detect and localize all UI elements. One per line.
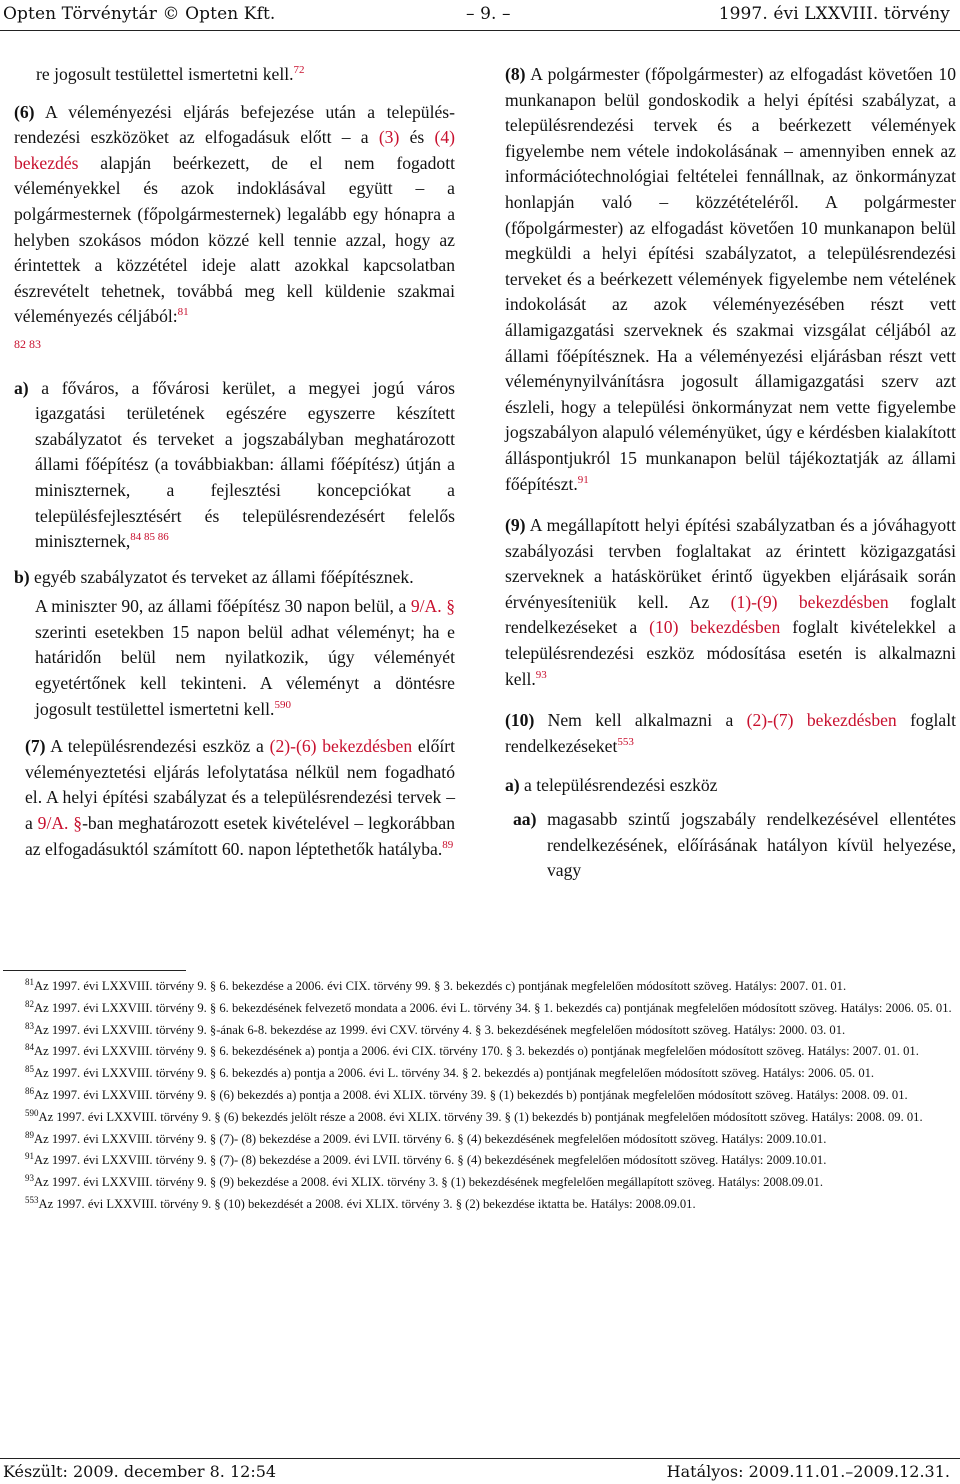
footnote-divider [3, 970, 186, 971]
cross-reference-link[interactable]: (1)-(9) bekezdésben [730, 591, 889, 612]
paragraph-label: (6) [14, 101, 35, 122]
cross-reference-link[interactable]: 9/A. § [37, 813, 83, 834]
footer-validity: Hatályos: 2009.11.01.–2009.12.31. [666, 1462, 950, 1481]
header-page-number: – 9. – [466, 4, 511, 24]
cross-reference-link[interactable]: 9/A. § [410, 596, 456, 617]
paragraph-6: (6) A véleményezési eljárás befejezése után a településrendezési eszközöket az elfogadásuk előtt – a (3) és (4) bekezdés alapján beérkezett, de el nem fogadott véleményekkel és azok indoklásával együtt – a polgármesternek (főpolgármesternek) legalább egy hónapra a helyben szokásos módon közzé kell tennie azzal, hogy az érintettek a közzététel ideje alatt azokkal kapcsolatban észrevételt tehetnek, továbbá meg kell küldenie szakmai véleményezés céljából:$^{81}$ 82 83 [14, 101, 455, 351]
left-column [14, 62, 455, 874]
right-column [505, 62, 956, 894]
paragraph-8: (8) A polgármester (főpolgármester) az elfogadást követően 10 munkanapon belül gondoskodik a helyi építési szabályzat, a településrendezési tervek és a beérkezett vélemények figyelembe nem vétele indokolásának – amennyiben ennek az információtechnológiai feltételei fennállnak, az önkormányzat honlapján való – közzétételéről. A polgármester (főpolgármester) az elfogadást követően 10 munkanapon belül megküldi a helyi építési szabályzatot, a településrendezési terveket és a beérkezett vélemények figyelembe nem vételének indokolását az azok véleményezésében részt vett államigazgatási szerveknek és szakmai vizsgálat céljából az állami főépítésznek. Ha a véleményezési eljárásban részt vett véleménynyilvánításra jogosult államigazgatási szerv azt észleli, hogy a települési önkormányzat nem vette figyelembe jogszabályon alapuló véleményüket, úgy e kérdésben kialakított álláspontjukról 15 munkanapon belül tájékoztatják az állami főépítészt.$^{91}$ [505, 64, 956, 494]
footnote: $^{553}$Az 1997. évi LXXVIII. törvény 9. § (10) bekezdését a 2008. évi XLIX. törvény 3. § (2) bekezdése iktatta be. Hatálys: 2008.09.01. [25, 1194, 696, 1211]
footnote-ref[interactable]: 72 [293, 64, 305, 76]
footnote: $^{590}$Az 1997. évi LXXVIII. törvény 9. § (6) bekezdés jelölt része a 2008. évi XLIX. törvény 39. § (1) bekezdés b) pontjának megfelelően módosított szöveg. Hatálys: 2008. 09. 01. [25, 1107, 923, 1124]
footnote-ref[interactable]: 590 [274, 698, 291, 711]
point-label: aa) [513, 809, 537, 830]
footnote-ref[interactable]: 91 [577, 473, 589, 486]
footnote-ref[interactable]: 89 [442, 838, 454, 851]
footnote-ref[interactable]: 553 [617, 735, 634, 748]
paragraph-label: (8) [505, 64, 526, 84]
footnotes [3, 976, 956, 1216]
footnote-ref[interactable]: 81 [177, 306, 189, 319]
point-aa: aa) magasabb szintű jogszabály rendelkezésével ellentétes rendelkezésének, előírásának hatályon kívül helyezése, vagy [513, 809, 956, 881]
page-header [0, 4, 960, 30]
point-label: a) [505, 775, 520, 796]
footnote-ref[interactable]: 93 [535, 668, 547, 681]
point-b: b) egyéb szabályzatot és terveket az állami főépítésznek. [14, 566, 414, 587]
footnote: $^{84}$Az 1997. évi LXXVIII. törvény 9. § 6. bekezdésének a) pontja a 2006. évi CIX. törvény 170. § 3. bekezdés o) pontjának megfelelően módosított szöveg. Hatálys: 2007. 01. 01. [25, 1042, 919, 1059]
footnote-refs[interactable]: 82 83 [14, 336, 41, 351]
header-law-title: 1997. évi LXXVIII. törvény [718, 4, 950, 24]
footnote: $^{86}$Az 1997. évi LXXVIII. törvény 9. § (6) bekezdés a) pontja a 2008. évi XLIX. törvény 39. § (1) bekezdés b) pontjának megfelelően módosított szöveg. Hatálys: 2008. 09. 01. [25, 1085, 908, 1102]
cross-reference-link[interactable]: (2)-(6) bekezdésben [269, 736, 413, 757]
point-b-continuation: A miniszter 90, az állami főépítész 30 napon belül, a 9/A. § szerinti esetekben 15 napon belül adhat véleményt; ha e határidőn belül nem nyilatkozik, úgy véleményét egyetértőnek kell tekinteni. A véleményt a döntésre jogosult testülettel ismertetni kell.$^{590}$ [35, 596, 456, 719]
footnote: $^{93}$Az 1997. évi LXXVIII. törvény 9. § (9) bekezdése a 2008. évi XLIX. törvény 3. § (1) bekezdésének megfelelően megállapított szöveg. Hatálys: 2008.09.01. [25, 1173, 823, 1190]
paragraph-continuation: re jogosult testülettel ismertetni kell.$^{72}$ [36, 64, 305, 84]
header-source: Opten Törvénytár © Opten Kft. [3, 4, 276, 24]
point-a: a) a főváros, a fővárosi kerület, a megyei jogú város igazgatási területének egészére egyszerre készített szabályzatot és terveket a jogszabályban meghatározott állami főépítész (a továbbiakban: állami főépítész) útján a miniszternek, a fejlesztési koncepciókat a településfejlesztésért és településrendezésért felelős miniszternek,$^{84 85 86}$ [14, 377, 455, 552]
cross-reference-link[interactable]: (10) bekezdésben [649, 617, 781, 638]
footer-created: Készült: 2009. december 8. 12:54 [3, 1462, 277, 1481]
footnote: $^{83}$Az 1997. évi LXXVIII. törvény 9. §-ának 6-8. bekezdése az 1999. évi CXV. törvény 4. § 3. bekezdésének megfelelően módosított szöveg. Hatálys: 2000. 03. 01. [25, 1020, 846, 1037]
footnote: $^{81}$Az 1997. évi LXXVIII. törvény 9. § 6. bekezdése a 2006. évi CIX. törvény 99. § 3. bekezdés c) pontjának megfelelően módosított szöveg. Hatálys: 2007. 01. 01. [25, 977, 847, 993]
footnote-refs[interactable]: 84 85 86 [130, 531, 169, 544]
paragraph-label: (9) [505, 515, 526, 536]
cross-reference-link[interactable]: (2)-(7) bekezdésben [746, 710, 897, 731]
header-divider [0, 30, 960, 31]
paragraph-7: (7) A településrendezési eszköz a (2)-(6) bekezdésben előírt véleményeztetési eljárás lefolytatása nélkül nem fogadható el. A helyi építési szabályzat és a településrendezési tervek – a 9/A. §-ban meghatározott esetek kivételével – legkorábban az elfogadásuktól számított 60. napon léptethetők hatályba.$^{89}$ [25, 736, 456, 859]
footnote: $^{85}$Az 1997. évi LXXVIII. törvény 9. § 6. bekezdés a) pontja a 2006. évi L. törvény 34. § 2. bekezdés a) pontjának megfelelően módosított szöveg. Hatálys: 2006. 05. 01. [25, 1064, 875, 1081]
paragraph-label: (10) [505, 710, 535, 731]
point-label: b) [14, 566, 30, 587]
paragraph-label: (7) [25, 736, 46, 757]
paragraph-9: (9) A megállapított helyi építési szabályzatban és a jóváhagyott szabályozási tervben foglaltakat az érintett közigazgatási szerveknek a hatáskörüket érintő ügyekben eljárásaik során érvényesíteniük kell. Az (1)-(9) bekezdésben foglalt rendelkezéseket a (10) bekezdésben foglalt kivételekkel a településrendezési eszköz módosítása esetén is alkalmazni kell.$^{93}$ [505, 515, 956, 689]
cross-reference-link[interactable]: (4) bekezdés [14, 127, 455, 173]
footnote: $^{91}$Az 1997. évi LXXVIII. törvény 9. § (7)- (8) bekezdése a 2009. évi LVII. törvény 6. § (4) bekezdésének megfelelően módosított szöveg. Hatálys: 2009.10.01. [25, 1151, 827, 1168]
point-label: a) [14, 377, 29, 398]
paragraph-10: (10) Nem kell alkalmazni a (2)-(7) bekezdésben foglalt rendelkezéseket$^{553}$ [505, 710, 956, 756]
footer-divider [0, 1458, 960, 1459]
footnote: $^{82}$Az 1997. évi LXXVIII. törvény 9. § 6. bekezdésének felvezető mondata a 2006. évi L. törvény 34. § 1. bekezdés ca) pontjának megfelelően módosított szöveg. Hatálys: 2006. 05. 01. [25, 998, 952, 1015]
footnote: $^{89}$Az 1997. évi LXXVIII. törvény 9. § (7)- (8) bekezdése a 2009. évi LVII. törvény 6. § (4) bekezdésének megfelelően módosított szöveg. Hatálys: 2009.10.01. [25, 1129, 827, 1146]
point-a: a) a településrendezési eszköz [505, 775, 718, 796]
cross-reference-link[interactable]: (3) [378, 127, 400, 148]
